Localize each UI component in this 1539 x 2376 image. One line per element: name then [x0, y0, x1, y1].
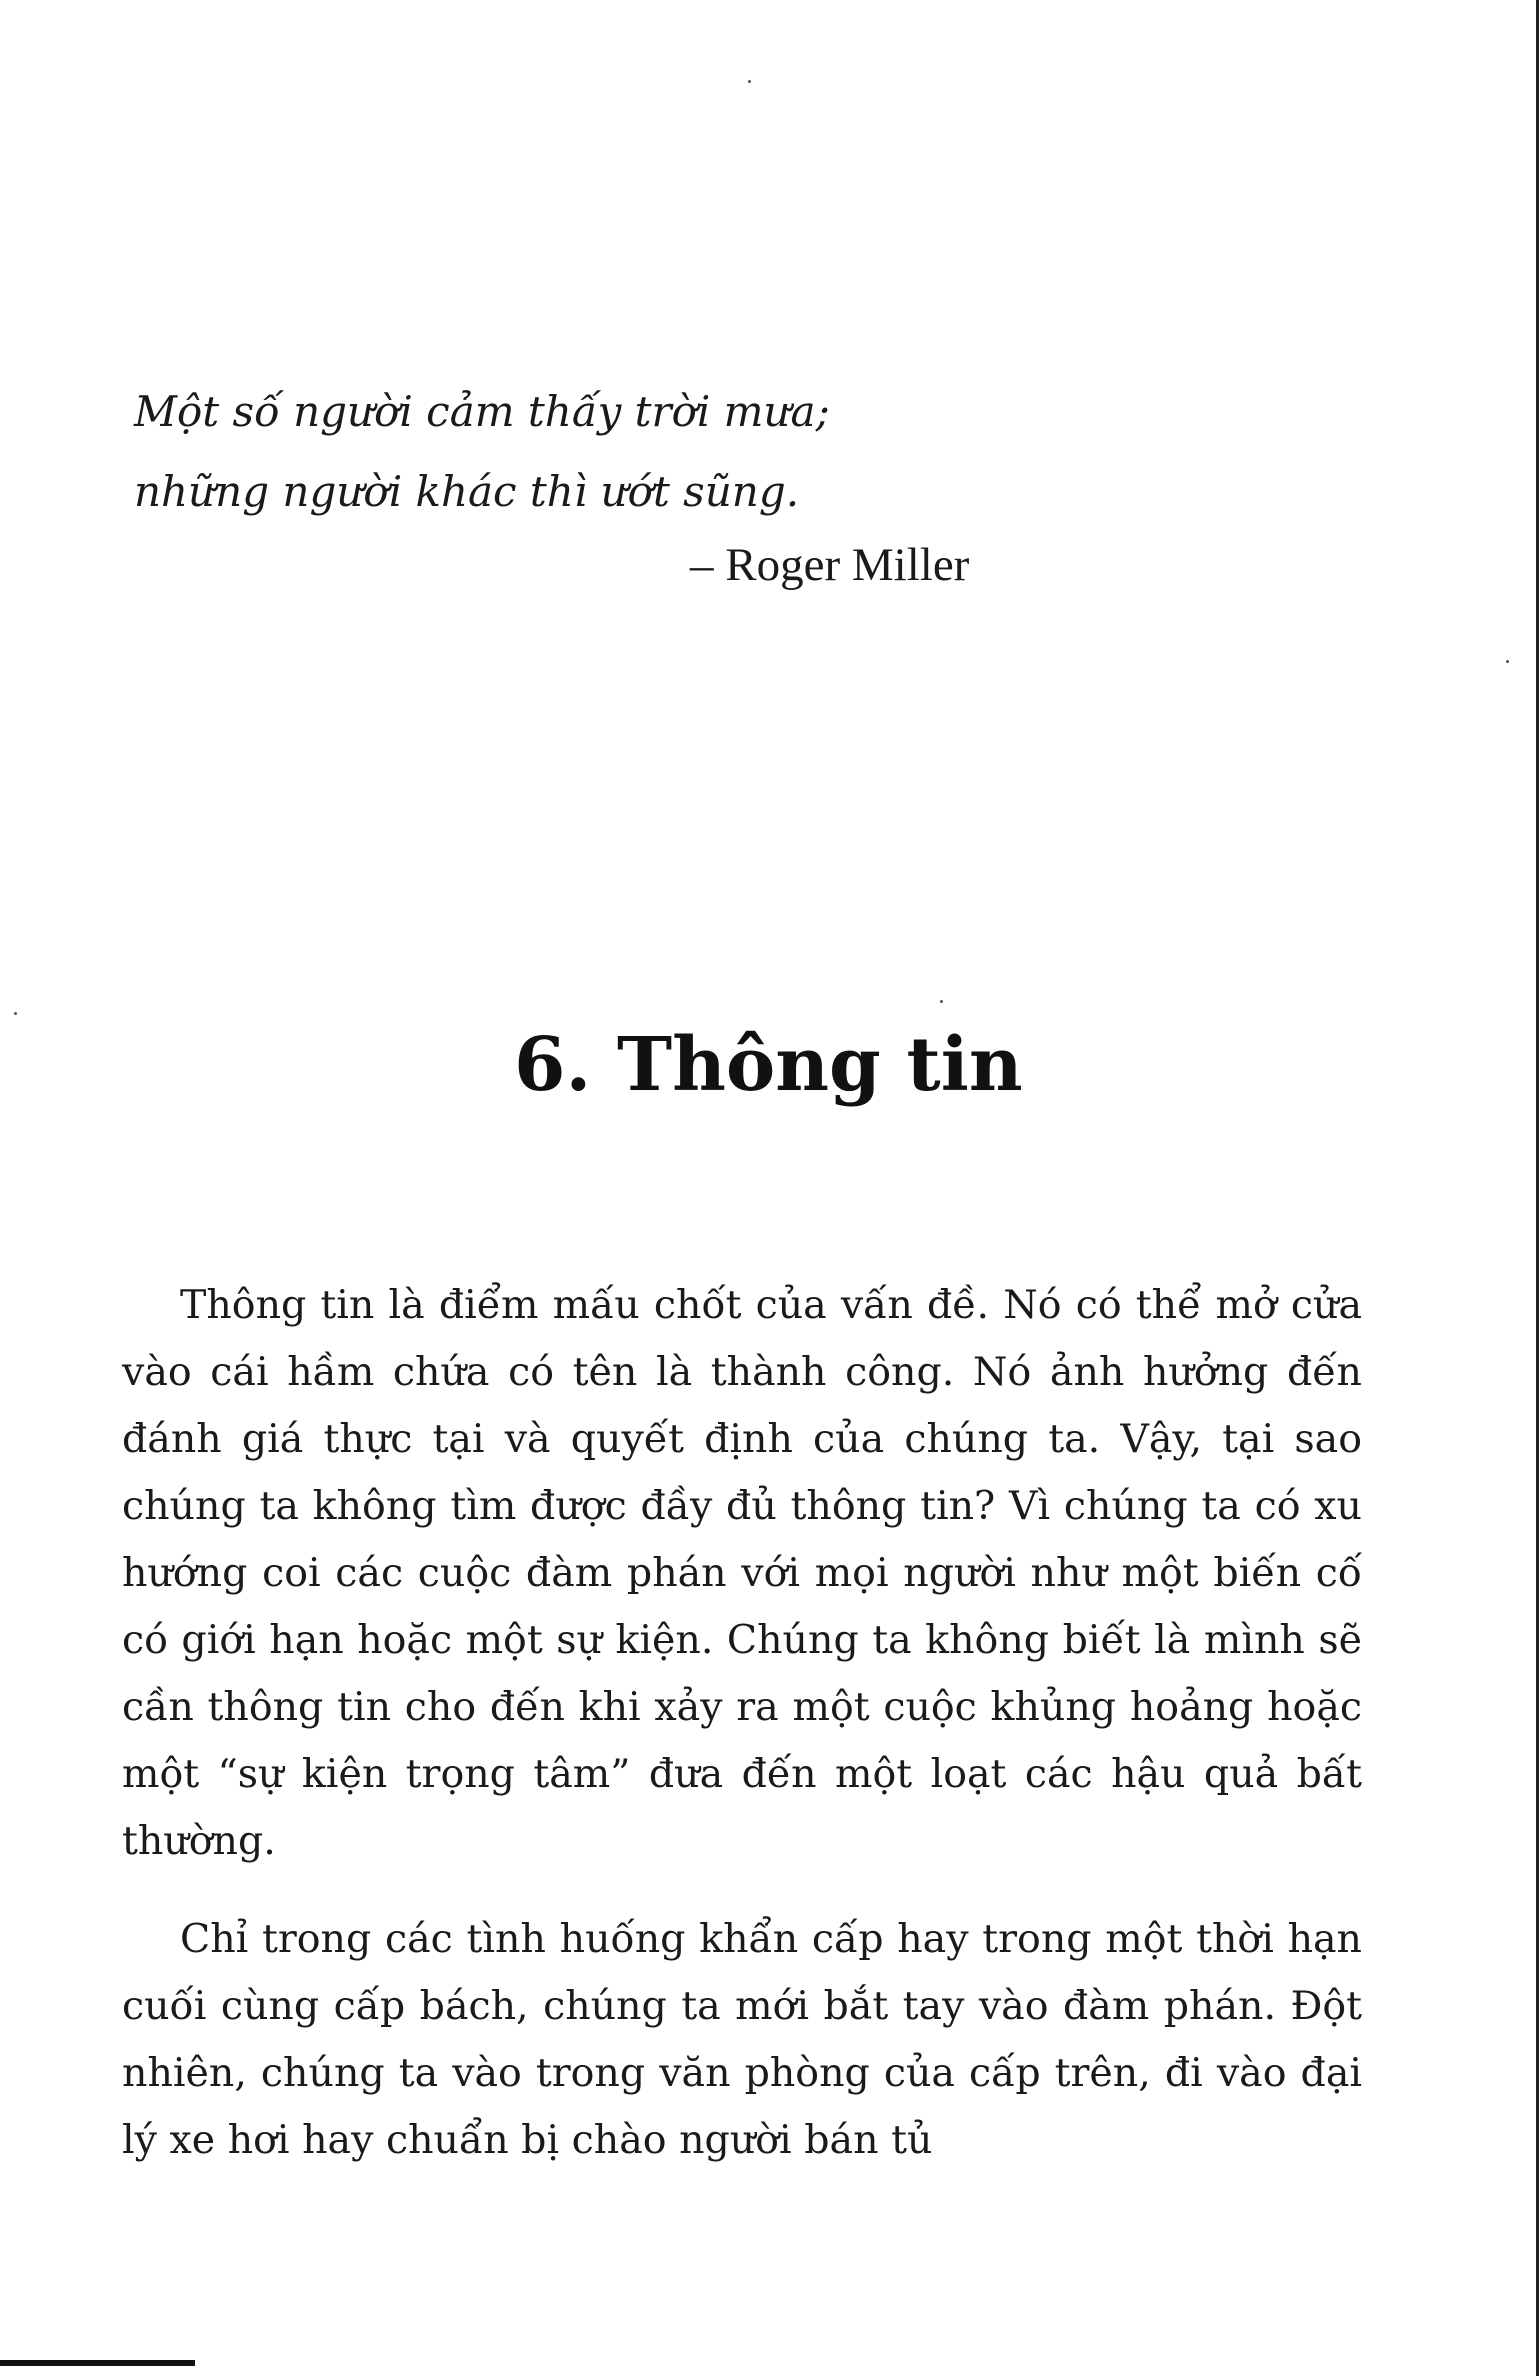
scan-edge-mark: [0, 2360, 195, 2366]
scan-speck: [1506, 660, 1509, 663]
epigraph-attribution: – Roger Miller: [690, 539, 970, 591]
epigraph-line: Một số người cảm thấy trời mưa;: [134, 387, 830, 436]
scan-speck: [14, 1012, 17, 1015]
body-paragraph: Chỉ trong các tình huống khẩn cấp hay trong một thời hạn cuối cùng cấp bách, chúng ta mới bắt tay vào đàm phán. Đột nhiên, chúng ta vào trong văn phòng của cấp trên, đi vào đại lý xe hơi hay chuẩn bị chào người bán tủ: [122, 1915, 1362, 2163]
scan-speck: [940, 1000, 943, 1003]
epigraph-line: những người khác thì ướt sũng.: [134, 467, 800, 516]
epigraph-quote: [134, 372, 1034, 532]
body-paragraph: Thông tin là điểm mấu chốt của vấn đề. Nó có thể mở cửa vào cái hầm chứa có tên là thành công. Nó ảnh hưởng đến đánh giá thực tại và quyết định của chúng ta. Vậy, tại sao chúng ta không tìm được đầy đủ thông tin? Vì chúng ta có xu hướng coi các cuộc đàm phán với mọi người như một biến cố có giới hạn hoặc một sự kiện. Chúng ta không biết là mình sẽ cần thông tin cho đến khi xảy ra một cuộc khủng hoảng hoặc một “sự kiện trọng tâm” đưa đến một loạt các hậu quả bất thường.: [122, 1281, 1362, 1864]
chapter-title: 6. Thông tin: [514, 1022, 1023, 1108]
scan-speck: [748, 80, 751, 83]
